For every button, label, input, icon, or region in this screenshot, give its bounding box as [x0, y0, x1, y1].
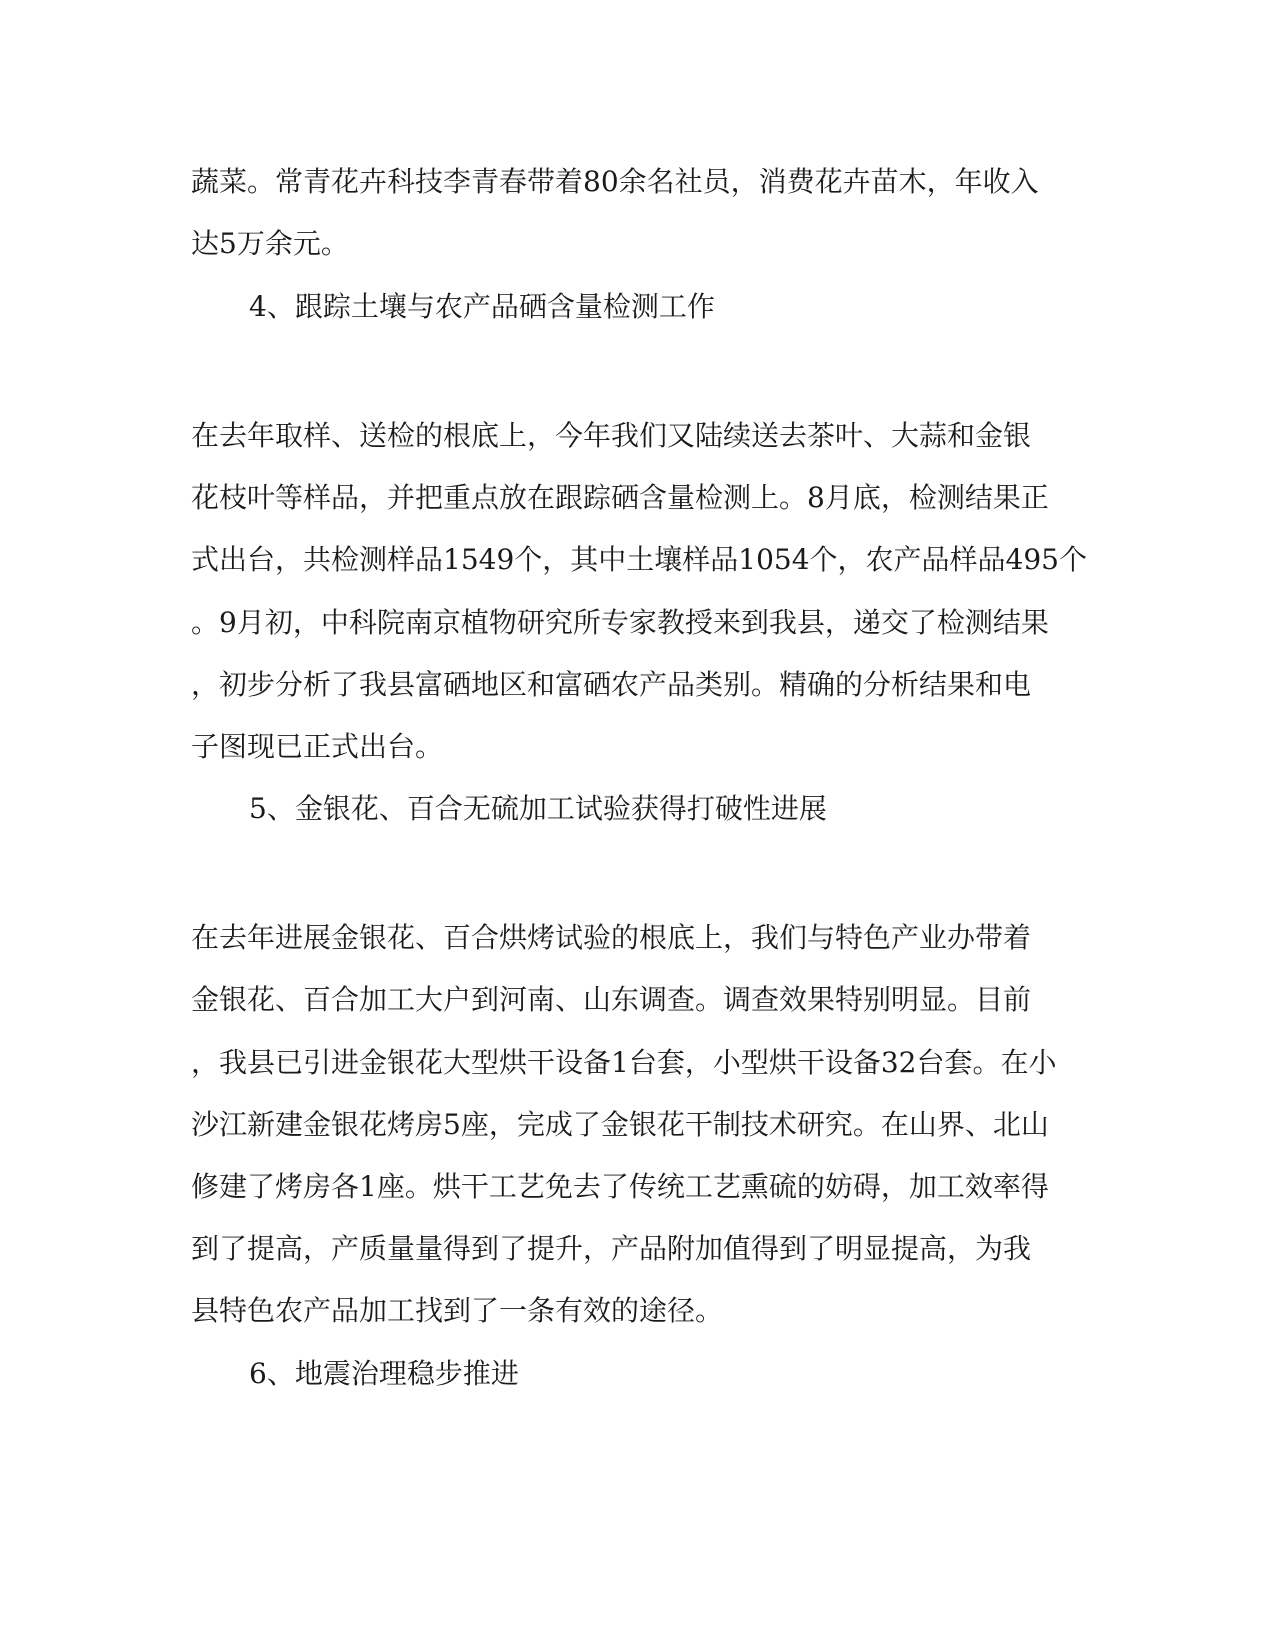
paragraph-line: 。9月初，中科院南京植物研究所专家教授来到我县，递交了检测结果	[191, 606, 1049, 639]
paragraph-line: 达5万余元。	[191, 227, 349, 260]
paragraph-line: 沙江新建金银花烤房5座，完成了金银花干制技术研究。在山界、北山	[191, 1108, 1049, 1141]
paragraph-line: ，我县已引进金银花大型烘干设备1台套，小型烘干设备32台套。在小	[191, 1046, 1057, 1079]
paragraph-line: 金银花、百合加工大户到河南、山东调查。调查效果特别明显。目前	[191, 983, 1032, 1016]
paragraph-line: 在去年进展金银花、百合烘烤试验的根底上，我们与特色产业办带着	[191, 921, 1032, 954]
paragraph-line: ，初步分析了我县富硒地区和富硒农产品类别。精确的分析结果和电	[191, 668, 1032, 701]
paragraph-line: 式出台，共检测样品1549个，其中土壤样品1054个，农产品样品495个	[191, 543, 1087, 576]
section-heading: 4、跟踪土壤与农产品硒含量检测工作	[249, 290, 715, 323]
paragraph-line: 修建了烤房各1座。烘干工艺免去了传统工艺熏硫的妨碍，加工效率得	[191, 1170, 1049, 1203]
section-heading: 6、地震治理稳步推进	[249, 1357, 519, 1390]
paragraph-line: 蔬菜。常青花卉科技李青春带着80余名社员，消费花卉苗木，年收入	[191, 165, 1039, 198]
paragraph-line: 在去年取样、送检的根底上，今年我们又陆续送去茶叶、大蒜和金银	[191, 419, 1032, 452]
paragraph-line: 花枝叶等样品，并把重点放在跟踪硒含量检测上。8月底，检测结果正	[191, 481, 1049, 514]
paragraph-line: 县特色农产品加工找到了一条有效的途径。	[191, 1294, 724, 1327]
paragraph-line: 子图现已正式出台。	[191, 730, 444, 763]
paragraph-line: 到了提高，产质量量得到了提升，产品附加值得到了明显提高，为我	[191, 1232, 1032, 1265]
section-heading: 5、金银花、百合无硫加工试验获得打破性进展	[249, 792, 827, 825]
